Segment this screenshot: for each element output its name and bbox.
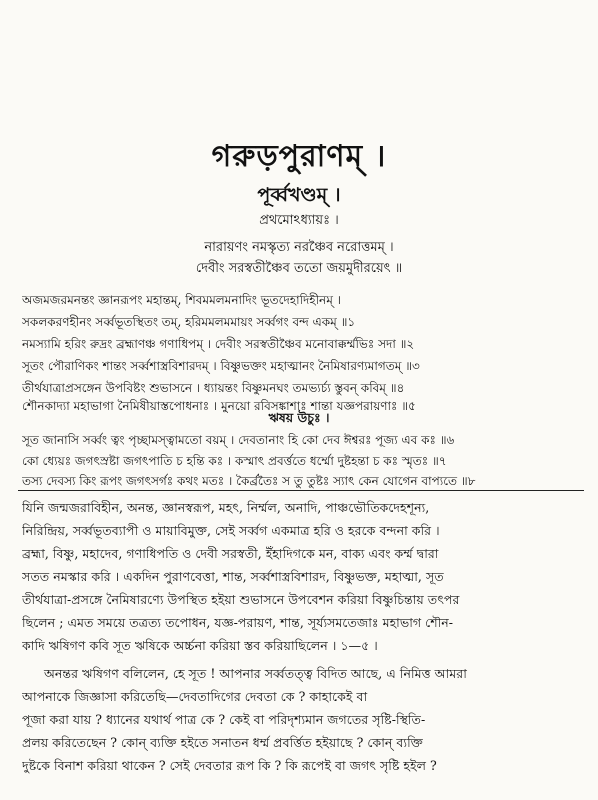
- section-divider: [18, 490, 584, 491]
- translation-line: তীর্থযাত্রা-প্রসঙ্গে নৈমিষারণ্যে উপস্থিত হইয়া শুভাসনে উপবেশন করিয়া বিষ্ণুচিন্তায় তৎপর: [22, 592, 460, 607]
- translation-line: কাদি ঋষিগণ কবি সূত ঋষিকে অর্চ্চনা করিয়া স্তব করিয়াছিলেন । ১—৫ ।: [22, 638, 378, 653]
- speaker-heading: ঋষয় উচুঃ ।: [268, 410, 330, 425]
- translation-line: সতত নমস্কার করি । একদিন পুরাণবেত্তা, শান্ত, সর্ব্বশাস্ত্রবিশারদ, বিষ্ণুভক্ত, মহাত্মা, সূত: [22, 569, 444, 584]
- invocation-line: নারায়ণং নমস্কৃত্য নরঞ্চৈব নরোত্তমম্ ।: [204, 240, 394, 255]
- sloka-line: কো ধ্যেয়ঃ জগৎস্রষ্টা জগৎপাতি চ হন্তি কঃ । কস্মাৎ প্রবর্ত্ততে ধর্ম্মো দুষ্টহন্তা চ কঃ স্মৃতঃ ॥৭: [22, 454, 447, 468]
- sloka-line: শৌনকাদ্যা মহাভাগা নৈমিষীয়াস্তপোধনাঃ । মুনয়ো রবিসঙ্কাশাঃ শান্তা যজ্ঞপরায়ণাঃ ॥৫: [22, 399, 416, 413]
- sloka-line: সূত জানাসি সর্ব্বং ত্বং পৃচ্ছামস্ত্বামতো বয়ম্ । দেবতানাং হি কো দেব ঈশ্বরঃ পূজ্য এব কঃ ॥৬: [22, 433, 455, 447]
- translation-line: ব্রহ্মা, বিষ্ণু, মহাদেব, গণাধিপতি ও দেবী সরস্বতী, ইঁহাদিগকে মন, বাক্য এবং কর্ম্ম দ্বারা: [22, 546, 439, 561]
- sloka-line: তস্য দেবস্য কিং রূপং জগৎসর্গঃ কথং মতঃ । কৈর্ব্রতৈঃ স তু তুষ্টঃ স্যাৎ কেন যোগেন বাপ্যতে ॥৮: [22, 474, 476, 488]
- chapter-heading: প্রথমোঽধ্যায়ঃ ।: [259, 213, 339, 228]
- invocation-line: দেবীং সরস্বতীঞ্চৈব ততো জয়মুদীরয়েৎ ॥: [195, 261, 403, 276]
- translation-line: যিনি জন্মজরাবিহীন, অনন্ত, জ্ঞানস্বরূপ, মহৎ, নির্ম্মল, অনাদি, পাঞ্চভৌতিকদেহশূন্য,: [22, 500, 430, 515]
- translation-line: অনন্তর ঋষিগণ বলিলেন, হে সূত ! আপনার সর্ব্বতত্ত্ব বিদিত আছে, এ নিমিত্ত আমরা: [44, 666, 467, 681]
- translation-line: আপনাকে জিজ্ঞাসা করিতেছি—দেবতাদিগের দেবতা কে ? কাহাকেই বা: [22, 689, 368, 704]
- sloka-line: অজমজরমনন্তং জ্ঞানরূপং মহান্তম্, শিবমমলমনাদিং ভূতদেহাদিহীনম্ ।: [22, 293, 341, 307]
- translation-line: দুষ্টকে বিনাশ করিয়া থাকেন ? সেই দেবতার রূপ কি ? কি রূপেই বা জগৎ সৃষ্টি হইল ?: [22, 758, 437, 773]
- sloka-line: সূতং পৌরাণিকং শান্তং সর্ব্বশাস্ত্রবিশারদম্ । বিষ্ণুভক্তং মহাত্মানং নৈমিষারণ্যমাগতম্ ॥৩: [22, 359, 420, 373]
- translation-line: নিরিন্দ্রিয়, সর্ব্বভূতব্যাপী ও মায়াবিমুক্ত, সেই সর্ব্বগ একমাত্র হরি ও হরকে বন্দনা করি ।: [22, 523, 440, 538]
- translation-line: প্রলয় করিতেছেন ? কোন্ ব্যক্তি হইতে সনাতন ধর্ম্ম প্রবর্ত্তিত হইয়াছে ? কোন্ ব্যক্তি: [22, 735, 423, 750]
- sloka-line: তীর্থযাত্রাপ্রসঙ্গেন উপবিষ্টং শুভাসনে । ধ্যায়ন্তং বিষ্ণুমনঘং তমভ্যর্চ্য স্তুবন্ কবিম্ ॥৪: [22, 381, 405, 395]
- translation-line: পূজা করা যায় ? ধ্যানের যথার্থ পাত্র কে ? কেই বা পরিদৃশ্যমান জগতের সৃষ্টি-স্থিতি-: [22, 712, 426, 727]
- sloka-line: নমস্যামি হরিং রুদ্রং ব্রহ্মাণঞ্চ গণাধিপম্ । দেবীং সরস্বতীঞ্চৈব মনোবাক্কর্ম্মভিঃ সদা ॥২: [22, 337, 415, 351]
- translation-line: ছিলেন ; এমত সময়ে তত্রত্য তপোধন, যজ্ঞ-পরায়ণ, শান্ত, সূর্য্যসমতেজাঃ মহাভাগ শৌন-: [22, 615, 454, 630]
- page-title: গরুড়পুরাণম্ ।: [211, 139, 387, 174]
- section-subtitle: পূর্ব্বখণ্ডম্ ।: [257, 184, 341, 206]
- sloka-line: সকলকরণহীনং সর্ব্বভূতস্থিতং তম্, হরিমমলমমায়ং সর্ব্বগং বন্দ একম্ ॥১: [22, 315, 356, 329]
